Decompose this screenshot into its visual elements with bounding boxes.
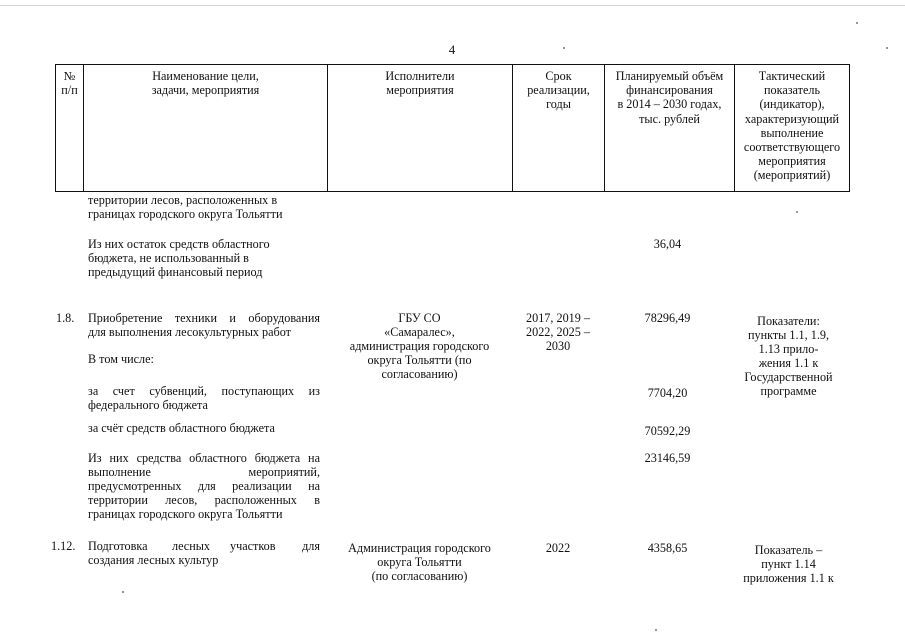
row-1-12-ind-3: приложения 1.1 к (743, 571, 834, 585)
row-1-8-reg: за счёт средств областного бюджета (88, 421, 275, 435)
scan-speck (856, 22, 858, 24)
scan-edge-line (0, 5, 905, 6)
row-1-8-incl: В том числе: (88, 352, 154, 366)
cont-line-2: границах городского округа Тольятти (88, 207, 283, 221)
row-1-8-num: 1.8. (56, 311, 75, 325)
row-1-8-ind-6: программе (760, 384, 817, 398)
row-1-12-total: 4358,65 (647, 541, 688, 555)
header-period: Срок реализации, годы (513, 65, 605, 192)
header-name: Наименование цели, задачи, мероприятия (84, 65, 328, 192)
scan-speck (122, 591, 124, 593)
row-1-8-ind-2: пункты 1.1, 1.9, (747, 328, 830, 342)
scan-speck (655, 629, 657, 631)
row-1-12-exec-1: Администрация городского (348, 541, 491, 555)
row-1-8-sub-2a: выполнение (88, 465, 151, 479)
remainder-line-2: бюджета, не использованный в (88, 251, 249, 265)
row-1-12-ind-2: пункт 1.14 (761, 557, 816, 571)
row-1-8-sub-5: границах городского округа Тольятти (88, 507, 283, 521)
row-1-8-exec-3: администрация городского (349, 339, 490, 353)
row-1-8-total: 78296,49 (644, 311, 691, 325)
row-1-8-fed-1: за счет субвенций, поступающих из (88, 384, 320, 398)
row-1-8-sub-value: 23146,59 (644, 451, 691, 465)
header-num: № п/п (56, 65, 84, 192)
scan-speck (563, 47, 565, 49)
row-1-8-fed-value: 7704,20 (647, 386, 688, 400)
cont-line-1: территории лесов, расположенных в (88, 193, 278, 207)
scan-speck (796, 211, 798, 213)
row-1-8-ind-3: 1.13 прило- (758, 342, 819, 356)
row-1-8-period-1: 2017, 2019 – (526, 311, 590, 325)
row-1-12-period: 2022 (545, 541, 571, 555)
remainder-value: 36,04 (653, 237, 682, 251)
row-1-8-exec-5: согласованию) (381, 367, 458, 381)
row-1-12-name-1d: для (302, 539, 320, 553)
row-1-8-ind-4: жения 1.1 к (758, 356, 819, 370)
row-1-8-sub-2b: мероприятий, (248, 465, 320, 479)
header-funding: Планируемый объём финансирования в 2014 – 2030 годах, тыс. рублей (605, 65, 735, 192)
row-1-8-reg-value: 70592,29 (644, 424, 691, 438)
row-1-12-name-1c: участков (230, 539, 276, 553)
row-1-12-name-1b: лесных (172, 539, 211, 553)
row-1-12-name-2: создания лесных культур (88, 553, 219, 567)
row-1-8-name-2: для выполнения лесокультурных работ (88, 325, 291, 339)
row-1-8-sub-1: Из них средства областного бюджета на (88, 451, 320, 465)
row-1-8-exec-1: ГБУ СО (398, 311, 441, 325)
row-1-8-ind-5: Государственной (744, 370, 833, 384)
row-1-8-fed-2: федерального бюджета (88, 398, 208, 412)
row-1-8-exec-4: округа Тольятти (по (367, 353, 472, 367)
row-1-8-period-2: 2022, 2025 – (526, 325, 590, 339)
row-1-8-sub-3: предусмотренных для реализации на (88, 479, 320, 493)
row-1-8-name-1: Приобретение техники и оборудования (88, 311, 320, 325)
row-1-12-exec-2: округа Тольятти (377, 555, 462, 569)
table-header (55, 64, 850, 192)
row-1-12-name-1a: Подготовка (88, 539, 148, 553)
header-indicator: Тактический показатель (индикатор), характеризующий выполнение соответствующего мероприятия (мероприятий) (735, 65, 850, 192)
remainder-line-3: предыдущий финансовый период (88, 265, 263, 279)
row-1-8-sub-4: территории лесов, расположенных в (88, 493, 320, 507)
header-executors: Исполнители мероприятия (328, 65, 513, 192)
row-1-12-exec-3: (по согласованию) (371, 569, 468, 583)
row-1-12-num: 1.12. (51, 539, 76, 553)
remainder-line-1: Из них остаток средств областного (88, 237, 270, 251)
row-1-12-ind-1: Показатель – (754, 543, 823, 557)
scan-speck (886, 47, 888, 49)
row-1-8-exec-2: «Самаралес», (384, 325, 455, 339)
row-1-8-ind-1: Показатели: (757, 314, 820, 328)
page-number: 4 (448, 42, 456, 57)
row-1-8-period-3: 2030 (545, 339, 571, 353)
